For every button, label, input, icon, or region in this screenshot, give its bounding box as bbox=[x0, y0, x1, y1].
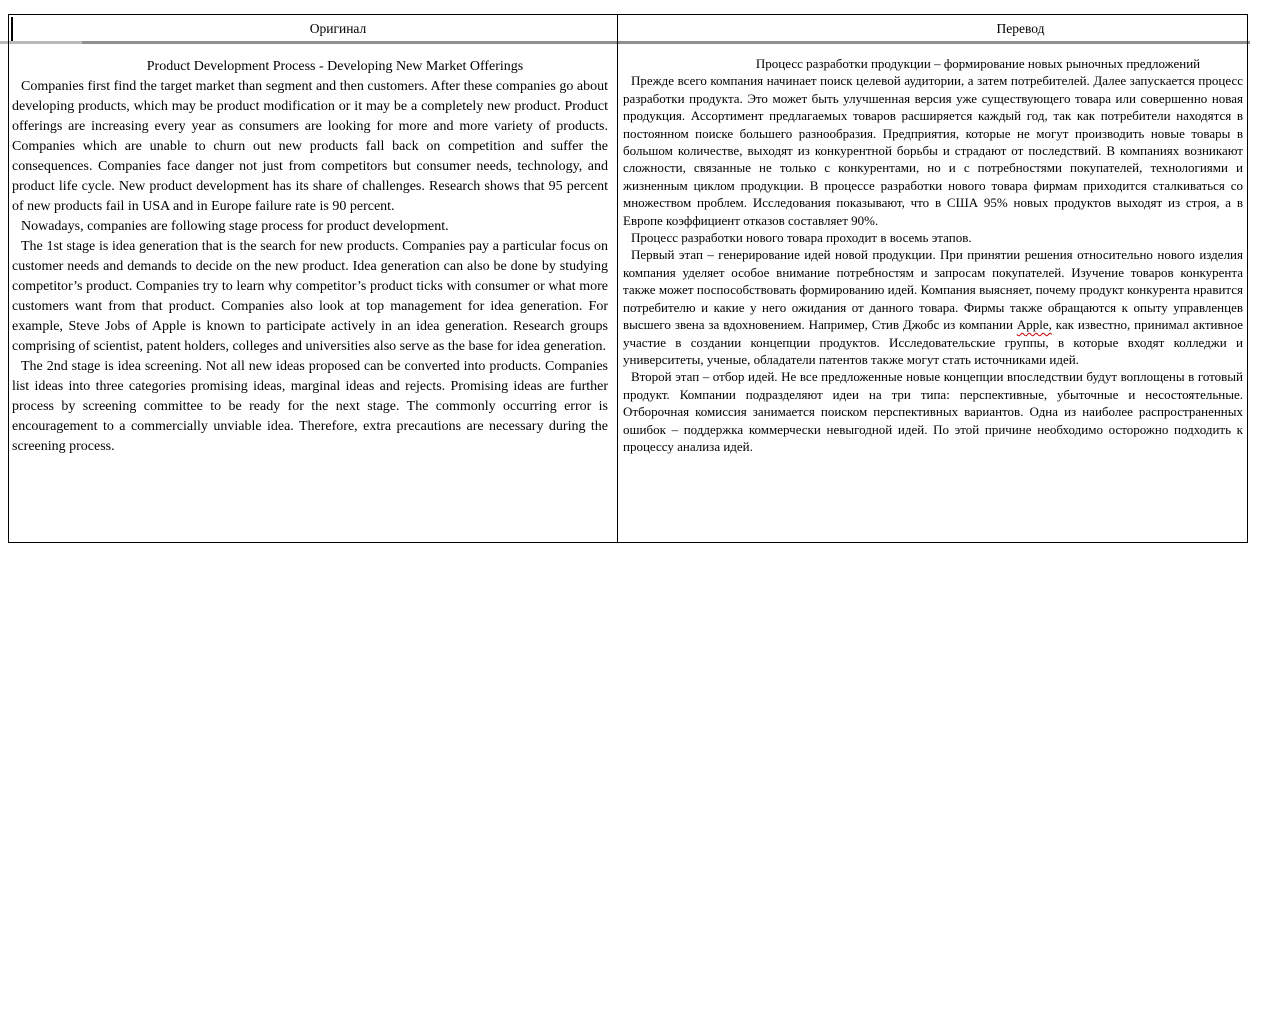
table-body-row bbox=[9, 42, 1247, 542]
header-cell-translation[interactable] bbox=[617, 15, 1247, 42]
table-header-row bbox=[9, 15, 1247, 42]
translation-text-cell[interactable] bbox=[617, 42, 1247, 542]
misspelled-word[interactable]: Apple, bbox=[1016, 317, 1052, 333]
original-paragraph-1: Companies first find the target market than segment and then customers. After these companies go about developing products, which may be product modification or it may be a completely new product. Product offerings are increasing every year as consumers are looking for more and more variety of products. Companies which are unable to churn out new products fall back on competition and suffer the consequences. Companies face danger not just from competitors but consumer needs, technology, and product life cycle. New product development has its share of challenges. Research shows that 95 percent of new products fail in USA and in Europe failure rate is 90 percent. bbox=[12, 79, 608, 214]
text-cursor bbox=[11, 17, 13, 41]
original-paragraph-2: Nowadays, companies are following stage process for product development. bbox=[21, 219, 449, 234]
translation-table bbox=[8, 14, 1248, 543]
original-title: Product Development Process - Developing New Market Offerings bbox=[146, 59, 524, 74]
translation-paragraph-1: Прежде всего компания начинает поиск целевой аудитории, а затем потребителей. Далее запускается процесс разработки продукта. Это может быть улучшенная версия уже существующего товара или совершенно новая продукция. Ассортимент предлагаемых товаров расширяется каждый год, так как потребители находятся в постоянном поиске большего разнообразия. Предприятия, которые не могут производить новые товары в большом количестве, выходят из конкурентной борьбы и страдают от последствий. В компаниях возникают сложности, связанные не только с конкурентами, но и с потребностями покупателей, технологиями и жизненным циклом продукции. В процессе разработки нового товара фирмам приходится сталкиваться со множеством проблем. Исследования показывают, что в США 95% новых продуктов выходят из строя, а в Европе коэффициент отказов составляет 90%. bbox=[623, 73, 1243, 228]
translation-paragraph-3-after: как известно, принимал активное участие в создании концепции продуктов. Исследовательские группы, в которые входят колледжи и университеты, ученые, обладатели патентов также могут стать источниками идей. bbox=[623, 317, 1243, 367]
original-paragraph-3: The 1st stage is idea generation that is the search for new products. Companies pay a particular focus on customer needs and demands to decide on the new product. Idea generation can also be done by studying competitor’s product. Companies try to learn why competitor’s product ticks with consumer or what more customers want from that product. Companies also look at top management for idea generation. For example, Steve Jobs of Apple is known to participate actively in an idea generation. Research groups comprising of scientist, patent holders, colleges and universities also serve as the base for idea generation. bbox=[12, 239, 608, 354]
original-text-cell[interactable] bbox=[9, 42, 617, 542]
header-label-translation: Перевод bbox=[996, 21, 1045, 36]
translation-paragraph-2: Процесс разработки нового товара проходит в восемь этапов. bbox=[631, 230, 972, 246]
translation-paragraph-4: Второй этап – отбор идей. Не все предложенные новые концепции впоследствии будут воплощены в готовый продукт. Компании подразделяют идеи на три типа: перспективные, убыточные и несостоятельные. Отборочная комиссия занимается поиском перспективных вариантов. Одна из наиболее распространенных ошибок – поддержка коммерчески невыгодной идей. По этой причине необходимо осторожно подходить к процессу анализа идей. bbox=[623, 369, 1243, 454]
translation-paragraph-3-before: Первый этап – генерирование идей новой продукции. При принятии решения относительно нового изделия компания уделяет особое внимание потребностям и запросам покупателей. Изучение товаров конкурента также может поспособствовать формированию идей. Компания выясняет, почему продукт конкурента нравится потребителю и какие у него ожидания от данного товара. Фирмы также обращаются к опыту управленцев высшего звена за вдохновением. Например, Стив Джобс из компании bbox=[623, 247, 1243, 333]
header-cell-original[interactable] bbox=[9, 15, 617, 42]
original-paragraph-4: The 2nd stage is idea screening. Not all new ideas proposed can be converted into products. Companies list ideas into three categories promising ideas, marginal ideas and rejects. Promising ideas are further process by screening committee to be ready for the next stage. The commonly occurring error is encouragement to a commercially unviable idea. Therefore, extra precautions are necessary during the screening process. bbox=[12, 359, 608, 454]
header-label-original: Оригинал bbox=[309, 21, 367, 36]
translation-paragraph-3 bbox=[623, 246, 1243, 368]
translation-title: Процесс разработки продукции – формирование новых рыночных предложений bbox=[755, 56, 1201, 71]
